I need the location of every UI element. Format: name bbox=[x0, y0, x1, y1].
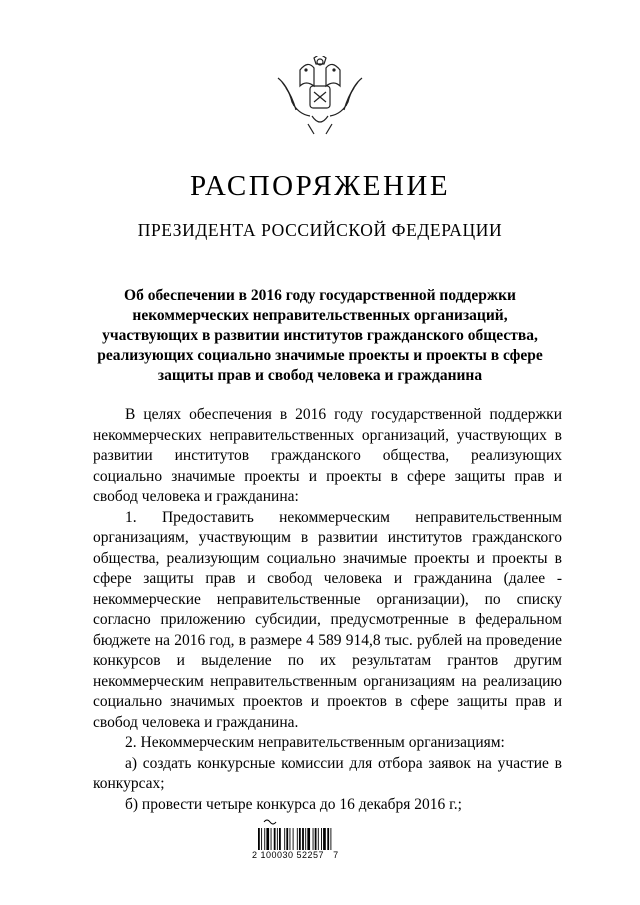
text-line: сфере защиты прав и свобод человека и гражданина (далее - bbox=[93, 570, 562, 587]
item-2b-paragraph bbox=[93, 795, 562, 816]
barcode-number: 2 100030 52257 7 bbox=[252, 850, 339, 860]
text-line: конкурсах; bbox=[93, 775, 165, 792]
title-line: участвующих в развитии институтов гражданского общества, bbox=[102, 327, 538, 344]
text-line: некоммерческие неправительственные организации), по списку bbox=[93, 590, 562, 608]
text-line: социально значимых проектов и проектов в сфере защиты прав и bbox=[93, 693, 562, 710]
text-line: конкурсов и выделение по их результатам грантов другим bbox=[93, 652, 562, 669]
coat-of-arms-icon bbox=[270, 56, 370, 138]
text-line: некоммерческих неправительственных организаций, участвующих в bbox=[93, 426, 562, 444]
text-line: 2. Некоммерческим неправительственным организациям: bbox=[125, 734, 505, 751]
barcode-icon bbox=[250, 818, 362, 868]
text-line: В целях обеспечения в 2016 году государственной поддержки bbox=[125, 406, 562, 423]
text-line: развитии институтов гражданского общества, реализующих bbox=[93, 447, 562, 464]
title-line: Об обеспечении в 2016 году государственной поддержки bbox=[124, 287, 516, 304]
document-body bbox=[93, 405, 562, 815]
text-line: некоммерческим неправительственным организациям на реализацию bbox=[93, 672, 562, 690]
text-line: общества, реализующим социально значимые проекты и проекты в bbox=[93, 549, 562, 567]
document-title bbox=[80, 286, 560, 386]
text-line: б) провести четыре конкурса до 16 декабря 2016 г.; bbox=[125, 795, 462, 813]
text-line: свобод человека и гражданина. bbox=[93, 713, 299, 731]
text-line: а) создать конкурсные комиссии для отбора заявок на участие в bbox=[125, 754, 562, 772]
text-line: 1. Предоставить некоммерческим неправительственным bbox=[125, 508, 562, 526]
text-line: бюджете на 2016 год, в размере 4 589 914,8 тыс. рублей на проведение bbox=[93, 631, 562, 649]
item-2-paragraph bbox=[93, 733, 562, 754]
text-line: организациям, участвующим в развитии институтов гражданского bbox=[93, 529, 562, 546]
item-1-paragraph bbox=[93, 508, 562, 734]
title-line: защиты прав и свобод человека и гражданина bbox=[157, 367, 483, 384]
text-line: свобод человека и гражданина: bbox=[93, 488, 299, 505]
preamble-paragraph bbox=[93, 405, 562, 508]
item-2a-paragraph bbox=[93, 754, 562, 795]
text-line: социально значимые проекты и проекты в сфере защиты прав и bbox=[93, 467, 562, 485]
issuing-authority: ПРЕЗИДЕНТА РОССИЙСКОЙ ФЕДЕРАЦИИ bbox=[137, 220, 503, 240]
title-line: реализующих социально значимые проекты и проекты в сфере bbox=[97, 347, 543, 364]
text-line: согласно приложению субсидии, предусмотренные в федеральном bbox=[93, 611, 562, 628]
title-line: некоммерческих неправительственных организаций, bbox=[132, 307, 508, 324]
document-type-heading: РАСПОРЯЖЕНИЕ bbox=[189, 170, 451, 202]
